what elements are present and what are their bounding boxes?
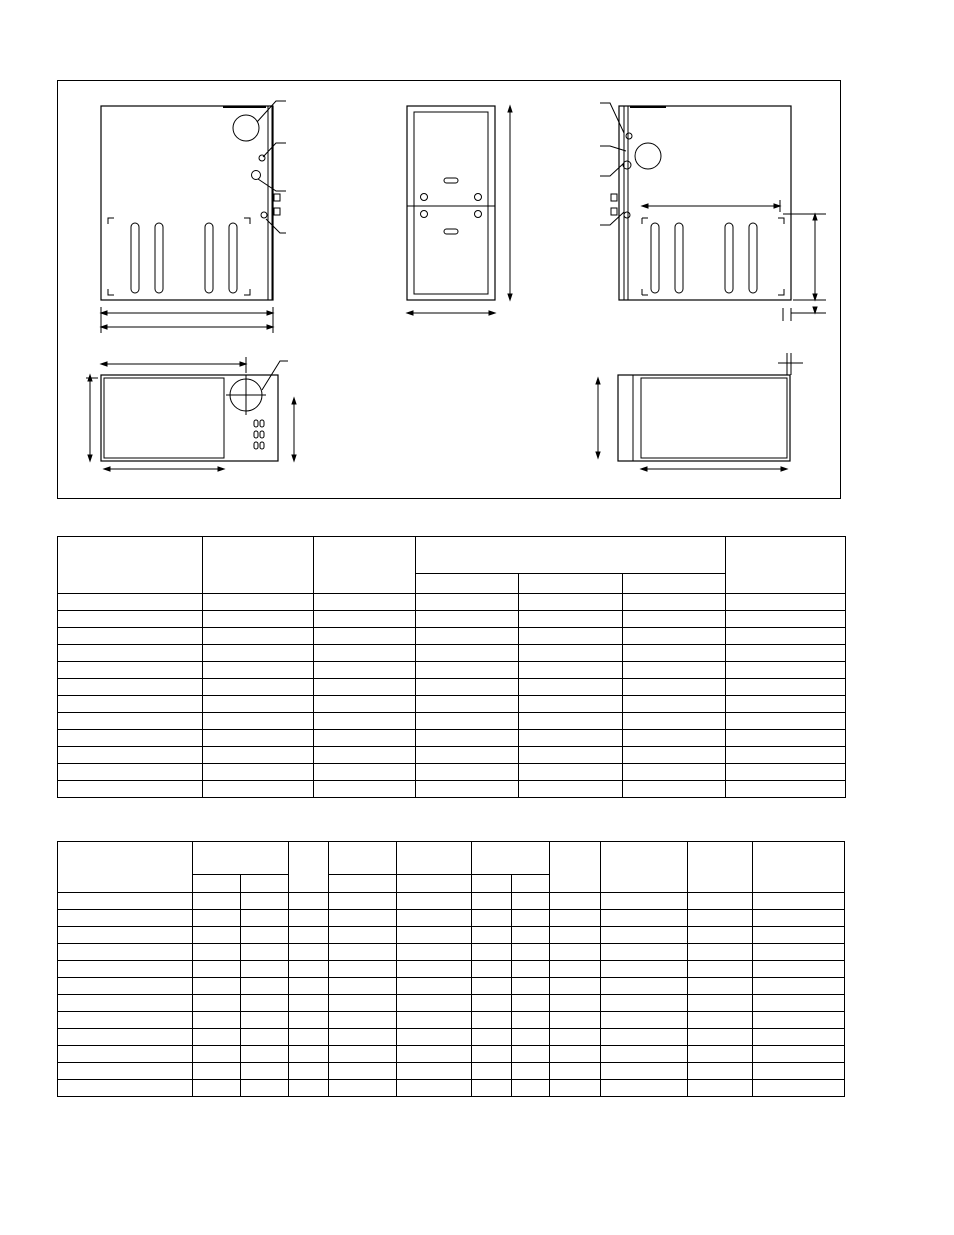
table-row (58, 713, 846, 730)
table-row (58, 893, 845, 910)
table-header-group (471, 842, 549, 875)
table-header-group (192, 842, 288, 875)
table-row (58, 645, 846, 662)
right-side-view (600, 103, 826, 321)
table-header-cell (549, 842, 600, 893)
table-row (58, 1012, 845, 1029)
bottom-view (596, 353, 803, 471)
table-row (58, 781, 846, 798)
table-row (58, 662, 846, 679)
table-header-cell (328, 842, 396, 875)
table-header-cell (752, 842, 844, 893)
furnace-dimension-drawing (58, 81, 842, 500)
table-subheader-cell (192, 875, 240, 893)
table-subheader-cell (471, 875, 511, 893)
table-subheader-cell (328, 875, 396, 893)
table-header-cell (397, 842, 471, 875)
table-header-cell (288, 842, 328, 893)
table-row (58, 747, 846, 764)
top-view (86, 357, 296, 471)
table-row (58, 978, 845, 995)
dimension-figure-frame (57, 80, 841, 499)
table-subheader-cell (623, 574, 726, 594)
table-row (58, 611, 846, 628)
dimensions-table-body (58, 594, 846, 798)
table-subheader-cell (397, 875, 471, 893)
specifications-table (57, 841, 845, 1097)
table-row (58, 910, 845, 927)
table-row (58, 679, 846, 696)
vent-opening-left (233, 115, 259, 141)
table-subheader-cell (519, 574, 623, 594)
table-header-cell (314, 537, 416, 594)
table-row (58, 995, 845, 1012)
table-subheader-cell (511, 875, 549, 893)
table-row (58, 594, 846, 611)
table-header-cell (688, 842, 752, 893)
table-row (58, 927, 845, 944)
table-row (58, 628, 846, 645)
table-header-group (416, 537, 726, 574)
front-view (407, 106, 512, 315)
dimensions-table-wrap (57, 536, 845, 798)
table-header-cell (58, 842, 193, 893)
table-header-cell (600, 842, 687, 893)
dimensions-table (57, 536, 846, 798)
table-row (58, 730, 846, 747)
table-row (58, 764, 846, 781)
table-row (58, 1046, 845, 1063)
table-header-cell (726, 537, 846, 594)
table-row (58, 944, 845, 961)
table-row (58, 1029, 845, 1046)
left-side-view (101, 101, 286, 333)
table-row (58, 1080, 845, 1097)
table-subheader-cell (240, 875, 288, 893)
table-header-cell (58, 537, 203, 594)
table-row (58, 1063, 845, 1080)
table-header-cell (203, 537, 314, 594)
specifications-table-body (58, 893, 845, 1097)
table-row (58, 696, 846, 713)
table-row (58, 961, 845, 978)
vent-opening-right (635, 143, 661, 169)
table-subheader-cell (416, 574, 519, 594)
specifications-table-wrap (57, 841, 845, 1097)
